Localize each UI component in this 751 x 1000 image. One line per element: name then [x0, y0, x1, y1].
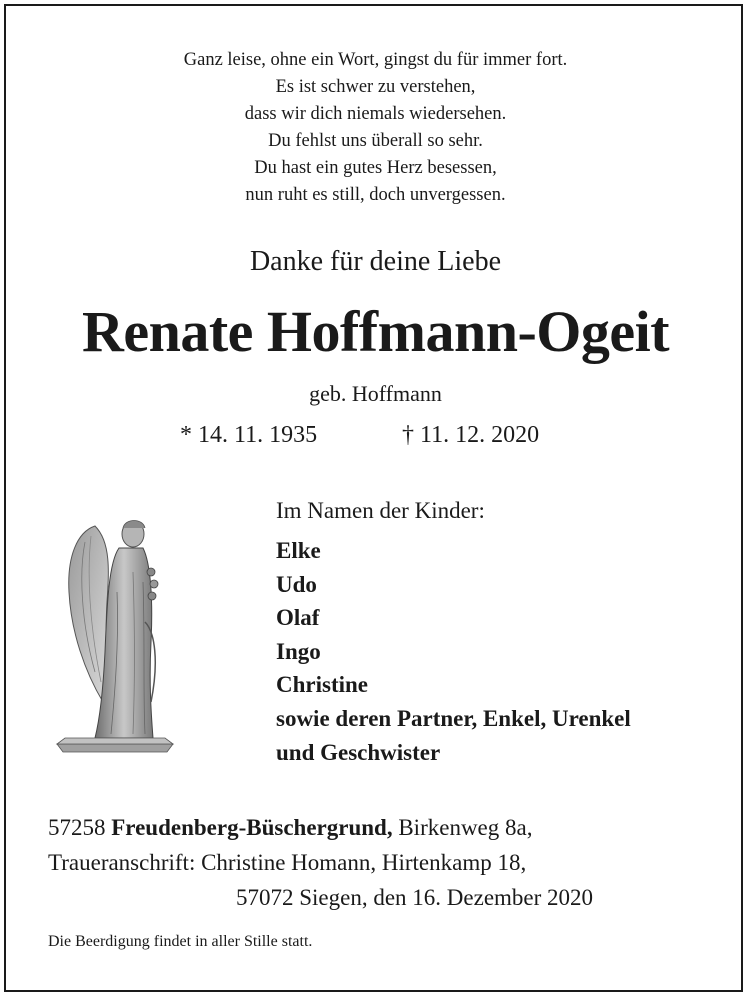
family-member: Christine: [276, 672, 368, 698]
poem-line: dass wir dich niemals wiedersehen.: [244, 104, 507, 124]
family-member: Olaf: [276, 605, 320, 631]
family-member: Elke: [276, 538, 321, 563]
residence-line: [48, 815, 532, 841]
family-member: Udo: [276, 571, 317, 597]
family-extra: sowie deren Partner, Enkel, Urenkel: [276, 705, 631, 731]
family-intro: Im Namen der Kinder:: [276, 498, 485, 523]
birth-date: * 14. 11. 1935: [180, 422, 318, 448]
family-member: Ingo: [276, 638, 321, 664]
mourning-label: Traueranschrift:: [48, 850, 196, 875]
funeral-note: Die Beerdigung findet in aller Stille statt.: [48, 933, 313, 950]
postal-code: 57258: [48, 815, 106, 840]
town: Freudenberg-Büschergrund,: [111, 815, 393, 840]
poem-line: nun ruht es still, doch unvergessen.: [245, 185, 506, 205]
family-extra: und Geschwister: [276, 739, 441, 765]
death-date: † 11. 12. 2020: [402, 422, 540, 448]
family-list: [276, 534, 631, 769]
mourning-address: Christine Homann, Hirtenkamp 18,: [201, 850, 527, 875]
street: Birkenweg 8a,: [398, 815, 533, 840]
angel-statue-image: [55, 512, 175, 757]
poem-line: Es ist schwer zu verstehen,: [275, 77, 476, 97]
birth-name: geb. Hoffmann: [309, 381, 442, 406]
poem-line: Ganz leise, ohne ein Wort, gingst du für immer fort.: [183, 50, 568, 70]
poem-line: Du fehlst uns überall so sehr.: [268, 131, 483, 151]
thanks-heading: Danke für deine Liebe: [249, 246, 502, 277]
place-date: 57072 Siegen, den 16. Dezember 2020: [236, 885, 594, 910]
poem-line: Du hast ein gutes Herz besessen,: [254, 158, 497, 178]
deceased-name: Renate Hoffmann-Ogeit: [81, 299, 670, 364]
mourning-address-line: [48, 850, 526, 876]
poem: [0, 47, 751, 209]
